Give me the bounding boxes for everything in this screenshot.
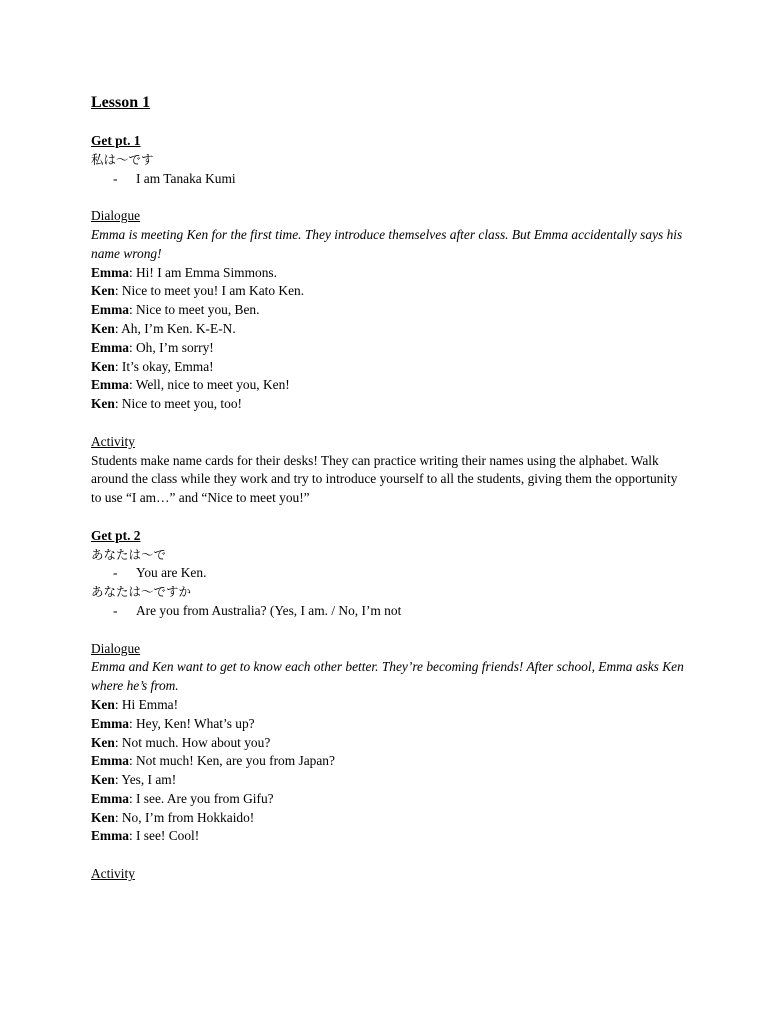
document-page — [91, 92, 691, 884]
part2-example-2 — [91, 602, 691, 621]
part2-scene: Emma and Ken want to get to know each other better. They’re becoming friends! After school, Emma asks Ken where he’s from. — [91, 659, 684, 694]
speaker-name: Ken — [91, 809, 115, 825]
speaker-name: Emma — [91, 377, 129, 393]
part2-example-1-text: You are Ken. — [136, 565, 207, 581]
part2-dialogue-line — [91, 809, 691, 828]
line-text: : Not much. How about you? — [114, 734, 271, 750]
speaker-name: Emma — [91, 339, 129, 355]
line-text: : Yes, I am! — [114, 772, 177, 788]
bullet-dash: - — [113, 602, 118, 618]
part2-example-1 — [91, 564, 691, 583]
line-text: : Nice to meet you, too! — [114, 396, 242, 412]
part2-dialogue-line — [91, 734, 691, 753]
speaker-name: Emma — [91, 264, 129, 280]
part1-scene: Emma is meeting Ken for the first time. They introduce themselves after class. But Emma accidentally says his name wrong! — [91, 226, 683, 261]
line-text: : Nice to meet you, Ben. — [128, 302, 260, 318]
part1-dialogue-line — [91, 301, 691, 320]
line-text: : No, I’m from Hokkaido! — [114, 809, 255, 825]
part2-dialogue-line — [91, 715, 691, 734]
speaker-name: Ken — [91, 396, 115, 412]
speaker-name: Emma — [91, 302, 129, 318]
speaker-name: Emma — [91, 828, 129, 844]
speaker-name: Ken — [91, 734, 115, 750]
speaker-name: Emma — [91, 753, 129, 769]
bullet-dash: - — [113, 565, 118, 581]
line-text: : Not much! Ken, are you from Japan? — [128, 753, 335, 769]
line-text: : I see! Cool! — [128, 828, 200, 844]
part1-dialogue-line — [91, 339, 691, 358]
line-text: : Hi! I am Emma Simmons. — [128, 264, 277, 280]
part1-example-text: I am Tanaka Kumi — [136, 170, 236, 186]
line-text: : Hi Emma! — [114, 696, 179, 712]
part1-dialogue-line — [91, 320, 691, 339]
part2-pattern-2: あなたは～ですか — [91, 584, 192, 600]
part1-pattern: 私は～です — [91, 151, 154, 167]
part1-activity-heading: Activity — [91, 433, 135, 449]
part2-example-2-text: Are you from Australia? (Yes, I am. / No, I’m not — [136, 602, 402, 618]
part1-dialogue-line — [91, 282, 691, 301]
line-text: : I see. Are you from Gifu? — [128, 790, 274, 806]
line-text: : Oh, I’m sorry! — [128, 339, 214, 355]
part1-dialogue-line — [91, 395, 691, 414]
part1-heading: Get pt. 1 — [91, 133, 141, 148]
bullet-dash: - — [113, 170, 118, 186]
speaker-name: Ken — [91, 696, 115, 712]
line-text: : Nice to meet you! I am Kato Ken. — [114, 283, 305, 299]
part2-dialogue-line — [91, 752, 691, 771]
part2-dialogue-line — [91, 771, 691, 790]
part2-pattern-1: あなたは～で — [91, 546, 167, 562]
speaker-name: Ken — [91, 283, 115, 299]
speaker-name: Emma — [91, 715, 129, 731]
part1-example — [91, 170, 691, 189]
speaker-name: Emma — [91, 790, 129, 806]
lesson-title: Lesson 1 — [91, 94, 151, 111]
part1-dialogue-line — [91, 358, 691, 377]
line-text: : It’s okay, Emma! — [114, 358, 214, 374]
part1-dialogue-line — [91, 376, 691, 395]
speaker-name: Ken — [91, 358, 115, 374]
part1-activity-text: Students make name cards for their desks! They can practice writing their names using the alphabet. Walk around the class while they work and try to introduce yourself to all the students, giving them the opportunity to use “I am…” and “Nice to meet you!” — [91, 452, 678, 506]
part2-dialogue-line — [91, 827, 691, 846]
speaker-name: Ken — [91, 320, 115, 336]
part2-heading: Get pt. 2 — [91, 527, 141, 543]
part2-activity-heading: Activity — [91, 866, 135, 882]
speaker-name: Ken — [91, 772, 115, 788]
part1-dialogue-heading: Dialogue — [91, 208, 141, 224]
part2-dialogue-line — [91, 696, 691, 715]
part2-dialogue-heading: Dialogue — [91, 640, 141, 656]
line-text: : Ah, I’m Ken. K-E-N. — [114, 320, 236, 336]
line-text: : Well, nice to meet you, Ken! — [128, 377, 290, 393]
part1-dialogue-line — [91, 264, 691, 283]
part2-dialogue-line — [91, 790, 691, 809]
line-text: : Hey, Ken! What’s up? — [128, 715, 255, 731]
